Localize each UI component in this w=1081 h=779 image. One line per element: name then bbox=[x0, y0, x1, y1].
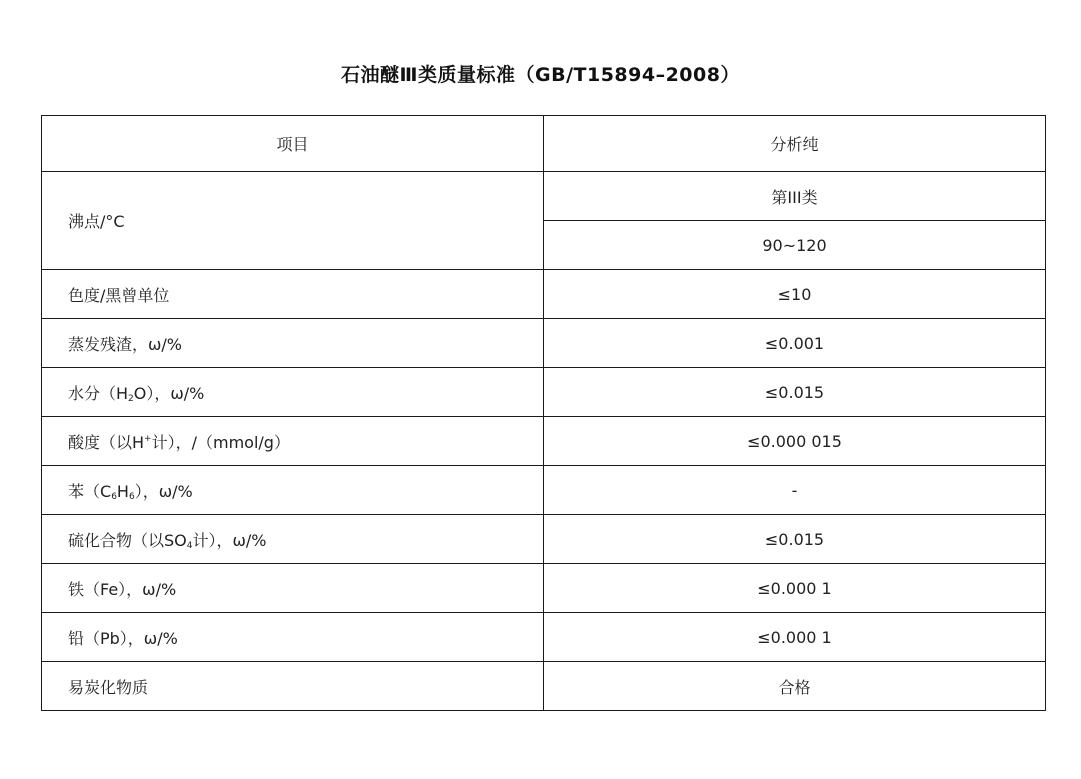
benzene-label: 苯$(C_6H_6)$，ω/% bbox=[42, 466, 544, 515]
color-value: ≤10 bbox=[544, 270, 1046, 319]
benzene-value: - bbox=[544, 466, 1046, 515]
header-item: 项目 bbox=[42, 116, 544, 172]
page-title: 石油醚Ⅲ类质量标准（GB/T15894–2008） bbox=[341, 64, 740, 86]
color-label: 色度/黑曾单位 bbox=[42, 270, 544, 319]
table-row bbox=[42, 662, 1046, 711]
lead-label: 铅（Pb），ω/% bbox=[42, 613, 544, 662]
table-row bbox=[42, 417, 1046, 466]
residue-value: ≤0.001 bbox=[544, 319, 1046, 368]
table-row bbox=[42, 270, 1046, 319]
water-label: 水分$(H_2O)$，ω/% bbox=[42, 368, 544, 417]
table-row-boiling-class bbox=[42, 172, 1046, 221]
carbonizable-value: 合格 bbox=[544, 662, 1046, 711]
table-row bbox=[42, 613, 1046, 662]
acidity-label: 酸度（以H+计），/（mmol/g） bbox=[42, 417, 544, 466]
quality-standard-table bbox=[41, 115, 1046, 711]
table-row bbox=[42, 319, 1046, 368]
iron-value: ≤0.000 1 bbox=[544, 564, 1046, 613]
water-value: ≤0.015 bbox=[544, 368, 1046, 417]
lead-value: ≤0.000 1 bbox=[544, 613, 1046, 662]
header-grade: 分析纯 bbox=[544, 116, 1046, 172]
table-row bbox=[42, 466, 1046, 515]
acidity-value: ≤0.000 015 bbox=[544, 417, 1046, 466]
residue-label: 蒸发残渣，ω/% bbox=[42, 319, 544, 368]
boiling-range-value: 90~120 bbox=[544, 221, 1046, 270]
table-row bbox=[42, 515, 1046, 564]
boiling-class-label: 第III类 bbox=[544, 172, 1046, 221]
table-header-row bbox=[42, 116, 1046, 172]
iron-label: 铁（Fe），ω/% bbox=[42, 564, 544, 613]
sulfide-value: ≤0.015 bbox=[544, 515, 1046, 564]
carbonizable-label: 易炭化物质 bbox=[42, 662, 544, 711]
boiling-point-label: 沸点/°C bbox=[42, 172, 544, 270]
table-row bbox=[42, 564, 1046, 613]
table-row bbox=[42, 368, 1046, 417]
sulfide-label: 硫化合物（以$SO_4$计），ω/% bbox=[42, 515, 544, 564]
